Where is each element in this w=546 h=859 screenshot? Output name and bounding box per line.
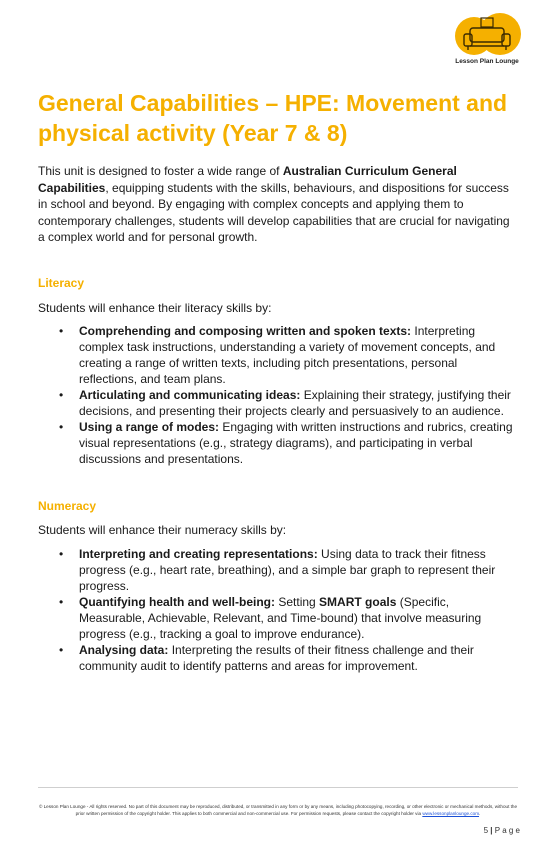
list-item xyxy=(38,642,518,674)
page-number-value: 5 xyxy=(483,826,489,835)
list-item xyxy=(38,387,518,419)
bullet-icon: • xyxy=(59,643,64,657)
list-item xyxy=(38,546,518,594)
copyright-text: © Lesson Plan Lounge - All rights reserved. No part of this document may be reproduced, distributed, or transmitted in any form or by any means, including photocopying, recording, or other electronic or mechanical methods, without the prior written permission of the copyright holder. This applies to both commercial and non-commercial use. For permission requests, please contact the copyright holder via xyxy=(38,804,518,816)
lounge-sofa-icon xyxy=(448,12,526,58)
footer-divider xyxy=(38,787,518,788)
item-text: Using data to track their fitness progress (e.g., heart rate, breathing), and a simple bar graph to represent their progress. xyxy=(79,547,496,593)
item-title: Analysing data: xyxy=(79,643,169,657)
item-text: Engaging with written instructions and rubrics, creating visual representations (e.g., strategy diagrams), and participating in verbal discussions and presentations. xyxy=(79,420,513,466)
item-text: Explaining their strategy, justifying their decisions, and presenting their projects clearly and persuasively to an audience. xyxy=(79,388,511,418)
list-item xyxy=(38,419,518,467)
literacy-heading: Literacy xyxy=(38,276,85,290)
item-text: Setting xyxy=(275,595,320,609)
website-link[interactable]: www.lessonplanlounge.com xyxy=(422,811,480,816)
intro-paragraph xyxy=(38,163,518,246)
item-text: Interpreting the results of their fitness challenge and their community audit to identify patterns and areas for improvement. xyxy=(79,643,474,673)
item-title: Comprehending and composing written and spoken texts: xyxy=(79,324,412,338)
item-title: Interpreting and creating representations: xyxy=(79,547,318,561)
bullet-icon: • xyxy=(59,420,64,434)
item-bold-term: SMART goals xyxy=(319,595,397,609)
numeracy-lead: Students will enhance their numeracy skills by: xyxy=(38,523,287,537)
literacy-list xyxy=(38,323,518,467)
intro-bold: Australian Curriculum General Capabilities xyxy=(38,164,457,195)
logo-text: Lesson Plan Lounge xyxy=(455,58,519,65)
intro-text-end: , equipping students with the skills, behaviours, and dispositions for success in school and beyond. By engaging with complex concepts and applying them to contemporary challenges, students will develop capabilities that are crucial for navigating a complex world and for personal growth. xyxy=(38,180,510,244)
literacy-lead: Students will enhance their literacy skills by: xyxy=(38,301,272,315)
item-title: Quantifying health and well-being: xyxy=(79,595,276,609)
bullet-icon: • xyxy=(59,595,64,609)
copyright-end: . xyxy=(479,811,481,816)
item-text: Interpreting complex task instructions, understanding a variety of movement concepts, and creating a range of written texts, including pitch presentations, personal reflections, and team plans. xyxy=(79,324,496,386)
bullet-icon: • xyxy=(59,324,64,338)
list-item xyxy=(38,323,518,387)
item-text-end: (Specific, Measurable, Achievable, Relevant, and Time-bound) that involve measuring progress (e.g., tracking a goal to improve endurance). xyxy=(79,595,482,641)
numeracy-list xyxy=(38,546,518,674)
bullet-icon: • xyxy=(59,388,64,402)
copyright-notice xyxy=(38,803,518,817)
intro-text-start: This unit is designed to foster a wide range of xyxy=(38,164,283,178)
item-title: Articulating and communicating ideas: xyxy=(79,388,301,402)
page-separator: | xyxy=(490,826,493,835)
page-label: P a g e xyxy=(494,826,520,835)
list-item xyxy=(38,594,518,642)
lesson-plan-lounge-logo xyxy=(448,12,526,72)
item-title: Using a range of modes: xyxy=(79,420,220,434)
page-number xyxy=(484,826,520,835)
bullet-icon: • xyxy=(59,547,64,561)
page-title: General Capabilities – HPE: Movement and physical activity (Year 7 & 8) xyxy=(38,90,508,146)
numeracy-heading: Numeracy xyxy=(38,499,97,513)
